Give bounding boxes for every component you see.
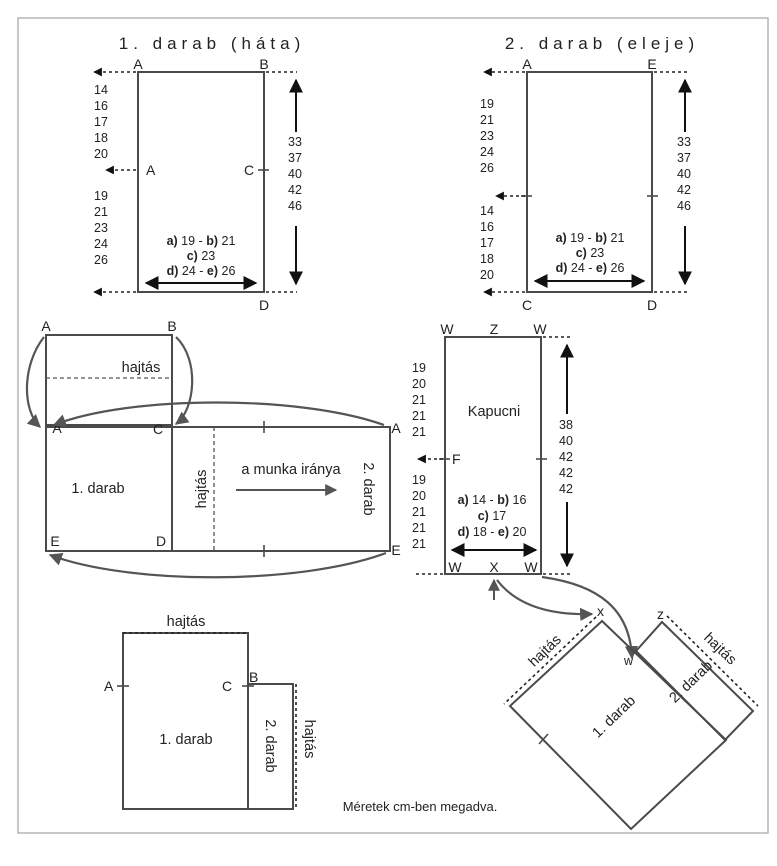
piece2-size-bottom-3: 17 — [480, 236, 494, 250]
piece1-width-line2: c) 23 — [186, 249, 216, 263]
piece1-size-top-4: 18 — [94, 131, 108, 145]
piece2-size-top-1: 19 — [480, 97, 494, 111]
final-label-b: B — [249, 669, 259, 685]
piece1-height-1: 33 — [288, 135, 302, 149]
hood-size-top-1: 19 — [412, 361, 426, 375]
hood-label-x: X — [489, 559, 499, 575]
piece2-title: 2. darab (eleje) — [504, 34, 700, 53]
hood-label-z: Z — [489, 321, 499, 337]
piece1-size-bottom-1: 19 — [94, 189, 108, 203]
piece1-height-3: 40 — [288, 167, 302, 181]
piece1-height-5: 46 — [288, 199, 302, 213]
hood-size-top-5: 21 — [412, 425, 426, 439]
piece1-size-top-1: 14 — [94, 83, 108, 97]
hood-width-line1: a) 14 - b) 16 — [457, 493, 527, 507]
hood-height-2: 40 — [559, 434, 573, 448]
final-assembly-diagram — [104, 614, 317, 809]
piece1-corner-a: A — [133, 56, 143, 72]
piece2-width-line2: c) 23 — [575, 246, 605, 260]
hood-height-3: 42 — [559, 450, 573, 464]
hood-size-bottom-4: 21 — [412, 521, 426, 535]
piece1-height-4: 42 — [288, 183, 302, 197]
final-piece1-label: 1. darab — [159, 732, 213, 748]
assembly-label-d: D — [155, 533, 167, 549]
piece2-size-bottom-5: 20 — [480, 268, 494, 282]
assembly-arc-b-to-c — [176, 337, 192, 424]
piece2-size-bottom-1: 14 — [480, 204, 494, 218]
piece2-height-3: 40 — [677, 167, 691, 181]
hood-label-w-top-right: W — [533, 321, 547, 337]
assembly-piece1-label: 1. darab — [71, 481, 125, 497]
piece2-corner-d: D — [646, 297, 658, 313]
piece1-width-line1: a) 19 - b) 21 — [166, 234, 236, 248]
piece2-width-line3: d) 24 - e) 26 — [555, 261, 625, 275]
rotated-fold-left-dashes — [504, 617, 596, 704]
piece1-title: 1. darab (háta) — [118, 34, 306, 53]
hood-size-bottom-3: 21 — [412, 505, 426, 519]
final-fold-top-label: hajtás — [166, 614, 206, 630]
rotated-piece1-label: 1. darab — [589, 692, 639, 742]
piece1-height-2: 37 — [288, 151, 302, 165]
piece2-corner-a: A — [522, 56, 532, 72]
final-fold-side-label: hajtás — [301, 719, 317, 759]
assembly-fold-top-label: hajtás — [121, 360, 161, 376]
assembly-arc-top-a — [54, 403, 384, 426]
rotated-assembly-diagram — [504, 603, 758, 829]
final-piece2-label: 2. darab — [262, 719, 278, 773]
assembly-arc-bottom-e — [50, 553, 386, 577]
piece1-size-top-2: 16 — [94, 99, 108, 113]
units-note: Méretek cm-ben megadva. — [342, 799, 498, 814]
piece1-mark-a: A — [146, 162, 156, 178]
hood-size-top-3: 21 — [412, 393, 426, 407]
piece2-corner-c: C — [521, 297, 533, 313]
assembly-label-b-top: B — [167, 318, 177, 334]
piece2-size-top-5: 26 — [480, 161, 494, 175]
assembly-label-c: C — [152, 421, 164, 437]
piece2-height-1: 33 — [677, 135, 691, 149]
hood-width-line3: d) 18 - e) 20 — [457, 525, 527, 539]
piece2-size-bottom-2: 16 — [480, 220, 494, 234]
hood-height-1: 38 — [559, 418, 573, 432]
piece1-size-bottom-3: 23 — [94, 221, 108, 235]
piece2-size-top-2: 21 — [480, 113, 494, 127]
assembly-label-a-left: A — [52, 420, 62, 436]
hood-width-line2: c) 17 — [477, 509, 507, 523]
hood-size-bottom-1: 19 — [412, 473, 426, 487]
assembly-diagram — [27, 318, 401, 577]
final-label-c: C — [222, 678, 233, 694]
assembly-fold-side-label: hajtás — [194, 469, 210, 509]
piece1-size-bottom-2: 21 — [94, 205, 108, 219]
assembly-piece2-label: 2. darab — [360, 462, 376, 516]
assembly-label-e-left: E — [50, 533, 60, 549]
rotated-label-z: z — [657, 606, 664, 622]
piece1-back-diagram — [94, 34, 305, 313]
assembly-direction-label: a munka iránya — [241, 462, 341, 478]
hood-height-4: 42 — [559, 466, 573, 480]
piece1-size-bottom-5: 26 — [94, 253, 108, 267]
rotated-fold-right-label: hajtás — [700, 629, 740, 669]
piece2-height-4: 42 — [677, 183, 691, 197]
hood-size-bottom-2: 20 — [412, 489, 426, 503]
hood-size-bottom-5: 21 — [412, 537, 426, 551]
rotated-label-x: x — [597, 603, 604, 619]
piece1-mark-c-label: C — [244, 162, 255, 178]
assembly-label-e-right: E — [391, 542, 401, 558]
hood-label-w-bottom-left: W — [448, 559, 462, 575]
piece2-front-diagram — [480, 34, 699, 313]
hood-size-top-4: 21 — [412, 409, 426, 423]
hood-label-w-top-left: W — [440, 321, 454, 337]
hood-title: Kapucni — [467, 404, 521, 420]
piece1-corner-b: B — [259, 56, 269, 72]
piece2-size-top-3: 23 — [480, 129, 494, 143]
piece2-height-5: 46 — [677, 199, 691, 213]
piece2-height-2: 37 — [677, 151, 691, 165]
final-piece1-outline — [123, 633, 248, 809]
hood-label-f: F — [452, 451, 461, 467]
piece2-width-line1: a) 19 - b) 21 — [555, 231, 625, 245]
assembly-arc-a-to-a — [27, 337, 44, 427]
hood-size-top-2: 20 — [412, 377, 426, 391]
assembly-label-a-top: A — [41, 318, 51, 334]
rotated-fold-left-label: hajtás — [525, 631, 565, 671]
hood-height-5: 42 — [559, 482, 573, 496]
piece1-size-top-3: 17 — [94, 115, 108, 129]
piece2-size-bottom-4: 18 — [480, 252, 494, 266]
assembly-label-a-right: A — [391, 420, 401, 436]
rotated-piece2-label: 2. darab — [666, 657, 716, 707]
piece1-size-bottom-4: 24 — [94, 237, 108, 251]
piece2-corner-e: E — [647, 56, 657, 72]
final-label-a: A — [104, 678, 114, 694]
piece1-width-line3: d) 24 - e) 26 — [166, 264, 236, 278]
piece2-size-top-4: 24 — [480, 145, 494, 159]
piece1-size-top-5: 20 — [94, 147, 108, 161]
piece1-corner-d: D — [258, 297, 270, 313]
hood-label-w-bottom-right: W — [524, 559, 538, 575]
rotated-label-w: w — [624, 654, 634, 668]
